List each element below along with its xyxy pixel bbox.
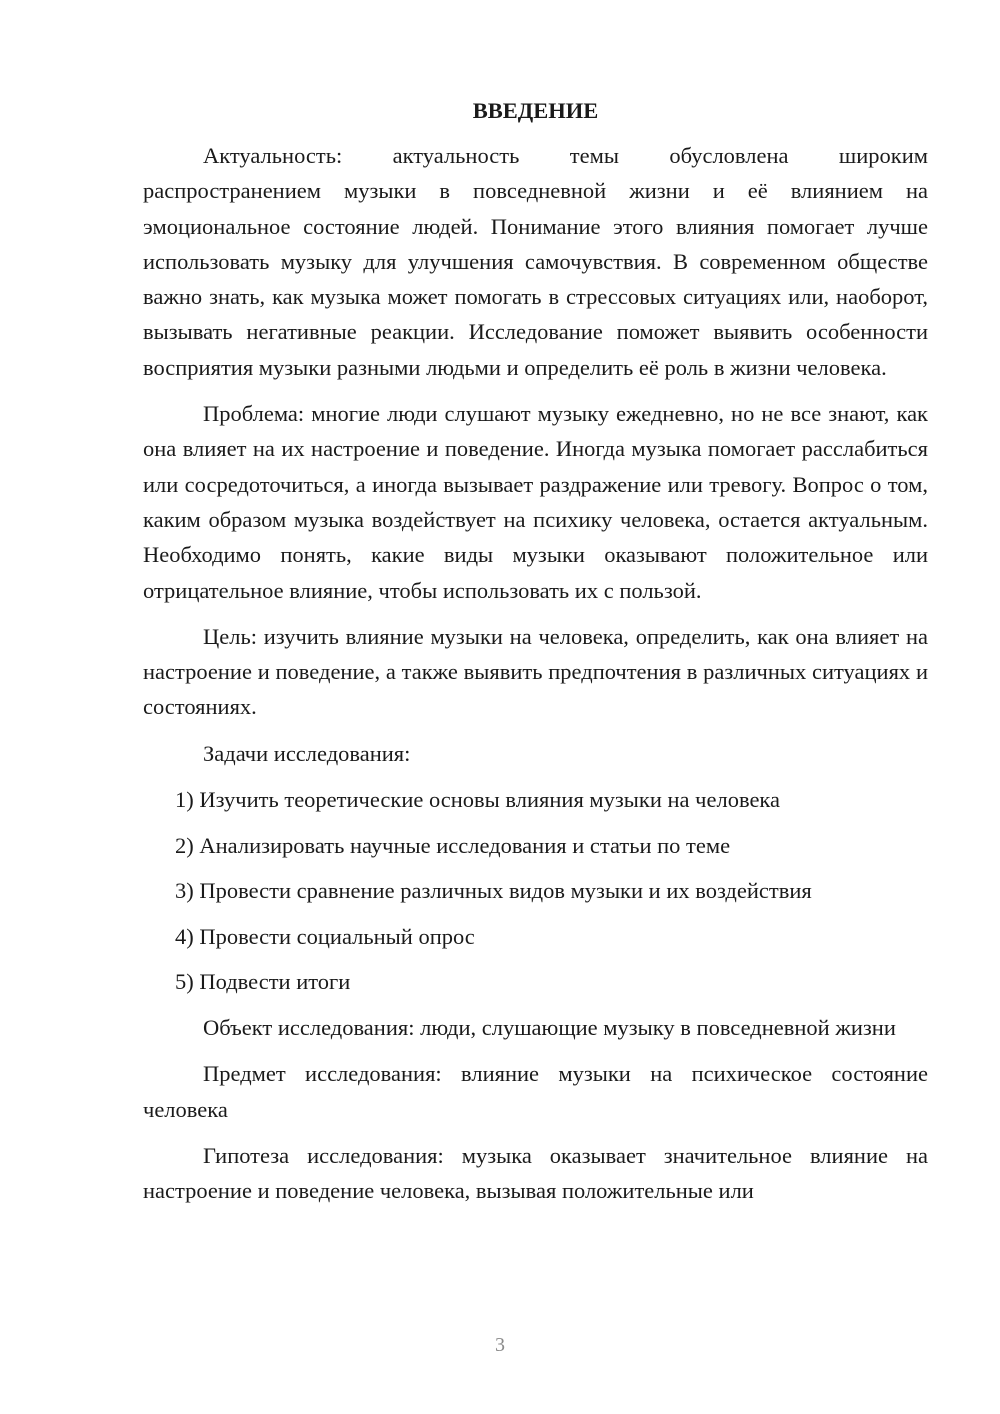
paragraph-relevance: Актуальность: актуальность темы обусловлена широким распространением музыки в повседневной жизни и её влиянием на эмоциональное состояние людей. Понимание этого влияния помогает лучше использовать музыку для улучшения самочувствия. В современном обществе важно знать, как музыка может помогать в стрессовых ситуациях или, наоборот, вызывать негативные реакции. Исследование поможет выявить особенности восприятия музыки разными людьми и определить её роль в жизни человека. xyxy=(143,143,928,380)
paragraph-problem: Проблема: многие люди слушают музыку ежедневно, но не все знают, как она влияет на их настроение и поведение. Иногда музыка помогает расслабиться или сосредоточиться, а иногда вызывает раздражение или тревогу. Вопрос о том, каким образом музыка воздействует на психику человека, остается актуальным. Необходимо понять, какие виды музыки оказывают положительное или отрицательное влияние, чтобы использовать их с пользой. xyxy=(143,401,928,603)
paragraph-hypothesis: Гипотеза исследования: музыка оказывает значительное влияние на настроение и поведение человека, вызывая положительные или xyxy=(143,1142,928,1204)
section-heading: ВВЕДЕНИЕ xyxy=(472,98,599,123)
paragraph-subject: Предмет исследования: влияние музыки на психическое состояние человека xyxy=(143,1061,928,1122)
task-list xyxy=(143,782,928,1000)
task-item-4: 4) Провести социальный опрос xyxy=(175,923,475,949)
paragraph-object: Объект исследования: люди, слушающие музыку в повседневной жизни xyxy=(203,1015,896,1041)
task-item-5: 5) Подвести итоги xyxy=(175,969,351,995)
page-content xyxy=(143,96,928,1220)
page-number: 3 xyxy=(495,1334,505,1356)
paragraph-goal: Цель: изучить влияние музыки на человека, определить, как она влияет на настроение и поведение, а также выявить предпочтения в различных ситуациях и состояниях. xyxy=(143,623,928,720)
tasks-label: Задачи исследования: xyxy=(203,740,411,766)
task-item-1: 1) Изучить теоретические основы влияния музыки на человека xyxy=(175,787,781,813)
task-item-3: 3) Провести сравнение различных видов музыки и их воздействия xyxy=(175,878,812,904)
task-item-2: 2) Анализировать научные исследования и статьи по теме xyxy=(175,832,731,858)
